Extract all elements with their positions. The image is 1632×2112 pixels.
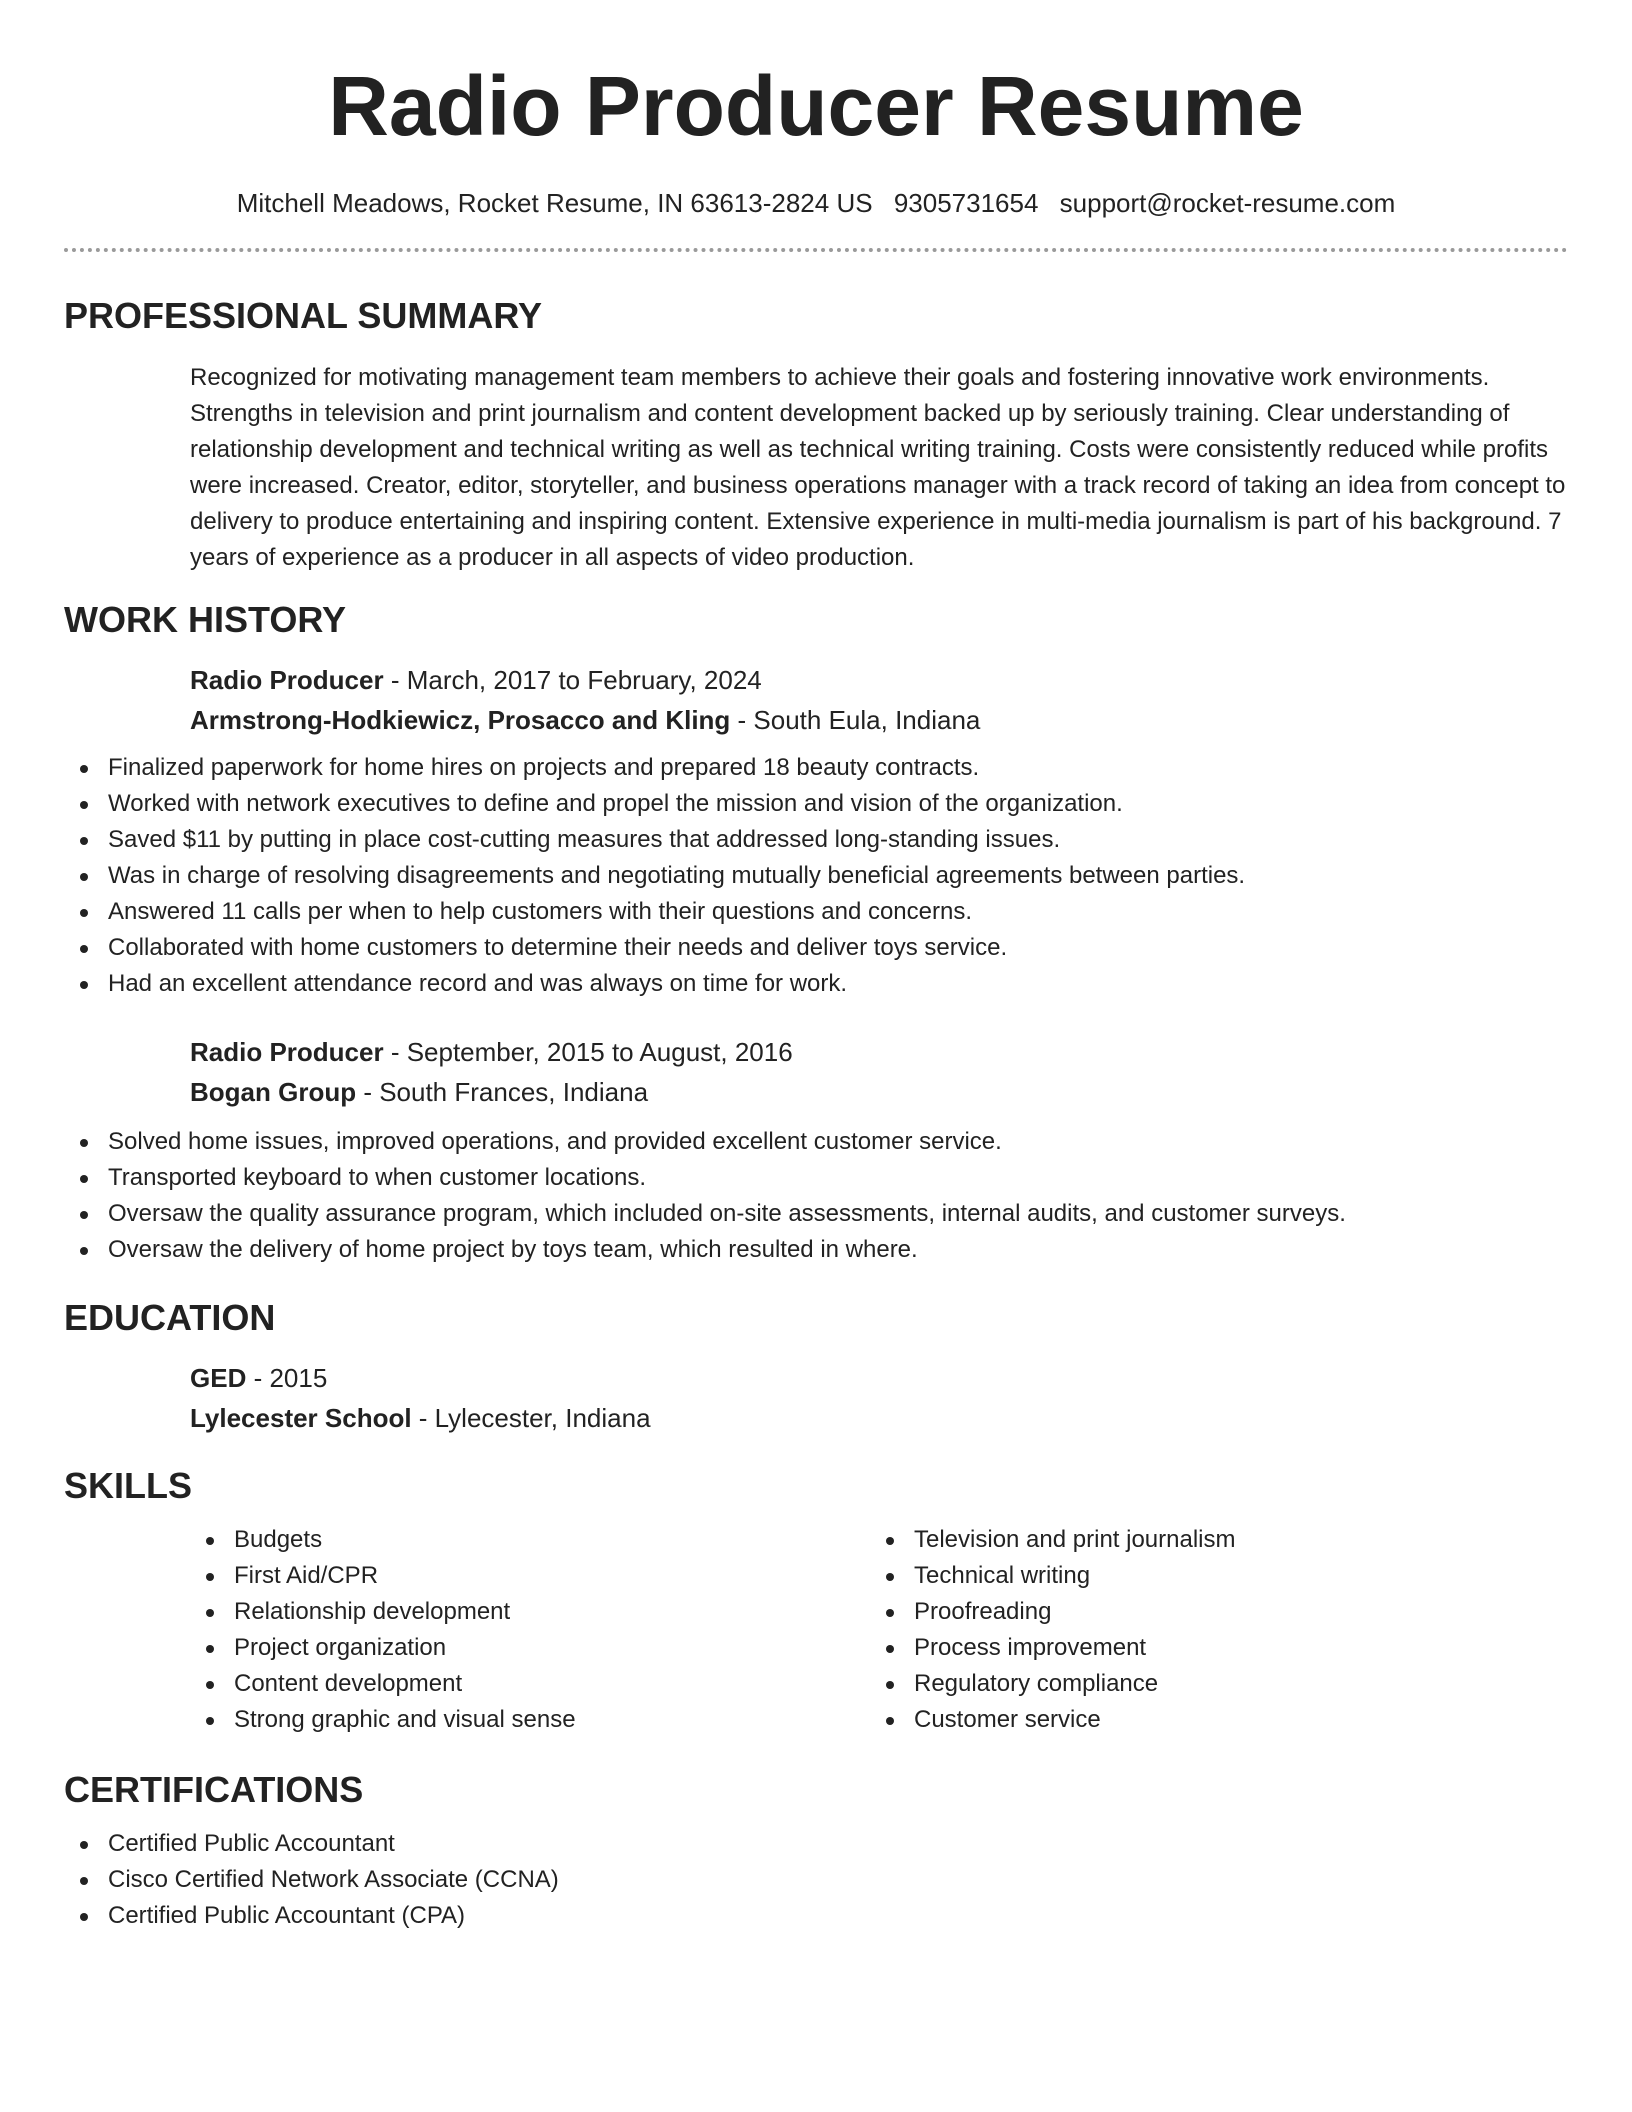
page-title: Radio Producer Resume [328,59,1304,153]
degree-line [190,1358,1568,1398]
contact-email: support@rocket-resume.com [1059,188,1396,218]
work-history-section [64,598,1568,1268]
summary-heading: PROFESSIONAL SUMMARY [64,295,543,336]
header-divider [64,248,1568,252]
list-item: Budgets [190,1522,870,1558]
list-item: Technical writing [870,1558,1370,1594]
list-item: Regulatory compliance [870,1666,1370,1702]
job-title: Radio Producer [190,1037,384,1067]
list-item: Transported keyboard to when customer locations. [64,1160,1568,1196]
school-location: - Lylecester, Indiana [411,1403,651,1433]
list-item: Answered 11 calls per when to help customers with their questions and concerns. [64,894,1568,930]
list-item: Had an excellent attendance record and was always on time for work. [64,966,1568,1002]
skills-heading: SKILLS [64,1465,193,1506]
job-bullets [64,1124,1568,1268]
list-item: Saved $11 by putting in place cost-cutting measures that addressed long-standing issues. [64,822,1568,858]
job-company-line [190,700,1568,740]
list-item: Relationship development [190,1594,870,1630]
job-bullets [64,750,1568,1002]
job-entry [190,660,1568,740]
list-item: Proofreading [870,1594,1370,1630]
work-history-heading: WORK HISTORY [64,599,347,640]
list-item: First Aid/CPR [190,1558,870,1594]
job-dates: - March, 2017 to February, 2024 [383,665,762,695]
list-item: Oversaw the delivery of home project by toys team, which resulted in where. [64,1232,1568,1268]
skills-section [64,1464,1568,1738]
summary-text: Recognized for motivating management team members to achieve their goals and fostering innovative work environments. Strengths in television and print journalism and content development backed up by seriously training. Clear understanding of relationship development and technical writing as well as technical writing training. Costs were consistently reduced while profits were increased. Creator, editor, storyteller, and business operations manager with a track record of taking an idea from concept to delivery to produce entertaining and inspiring content. Extensive experience in multi-media journalism is part of his background. 7 years of experience as a producer in all aspects of video production. [190,364,1566,571]
education-entry [190,1358,1568,1438]
job-title-line [190,1032,1568,1072]
list-item: Solved home issues, improved operations, and provided excellent customer service. [64,1124,1568,1160]
list-item: Worked with network executives to define and propel the mission and vision of the organization. [64,786,1568,822]
job-entry [190,1032,1568,1112]
list-item: Was in charge of resolving disagreements and negotiating mutually beneficial agreements between parties. [64,858,1568,894]
list-item: Cisco Certified Network Associate (CCNA) [64,1862,1568,1898]
education-section [64,1296,1568,1438]
list-item: Certified Public Accountant [64,1826,1568,1862]
contact-line [64,186,1568,220]
contact-address: Mitchell Meadows, Rocket Resume, IN 63613-2824 US [236,188,873,218]
education-heading: EDUCATION [64,1297,276,1338]
list-item: Certified Public Accountant (CPA) [64,1898,1568,1934]
school-name: Lylecester School [190,1403,412,1433]
job-dates: - September, 2015 to August, 2016 [383,1037,793,1067]
list-item: Project organization [190,1630,870,1666]
job-company: Bogan Group [190,1077,357,1107]
job-location: - South Eula, Indiana [730,705,981,735]
school-line [190,1398,1568,1438]
summary-section [64,294,1568,576]
degree-year: - 2015 [246,1363,328,1393]
contact-phone: 9305731654 [893,188,1039,218]
job-company: Armstrong-Hodkiewicz, Prosacco and Kling [190,705,731,735]
certifications-section [64,1768,1568,1934]
job-title-line [190,660,1568,700]
job-title: Radio Producer [190,665,384,695]
job-company-line [190,1072,1568,1112]
list-item: Oversaw the quality assurance program, which included on-site assessments, internal audits, and customer surveys. [64,1196,1568,1232]
skills-left-column [190,1522,870,1738]
job-location: - South Frances, Indiana [356,1077,649,1107]
list-item: Finalized paperwork for home hires on projects and prepared 18 beauty contracts. [64,750,1568,786]
list-item: Content development [190,1666,870,1702]
list-item: Process improvement [870,1630,1370,1666]
certifications-heading: CERTIFICATIONS [64,1769,364,1810]
list-item: Collaborated with home customers to determine their needs and deliver toys service. [64,930,1568,966]
list-item: Customer service [870,1702,1370,1738]
skills-grid [190,1522,1568,1738]
list-item: Strong graphic and visual sense [190,1702,870,1738]
degree: GED [190,1363,247,1393]
certifications-list [64,1826,1568,1934]
list-item: Television and print journalism [870,1522,1370,1558]
skills-right-column [870,1522,1370,1738]
